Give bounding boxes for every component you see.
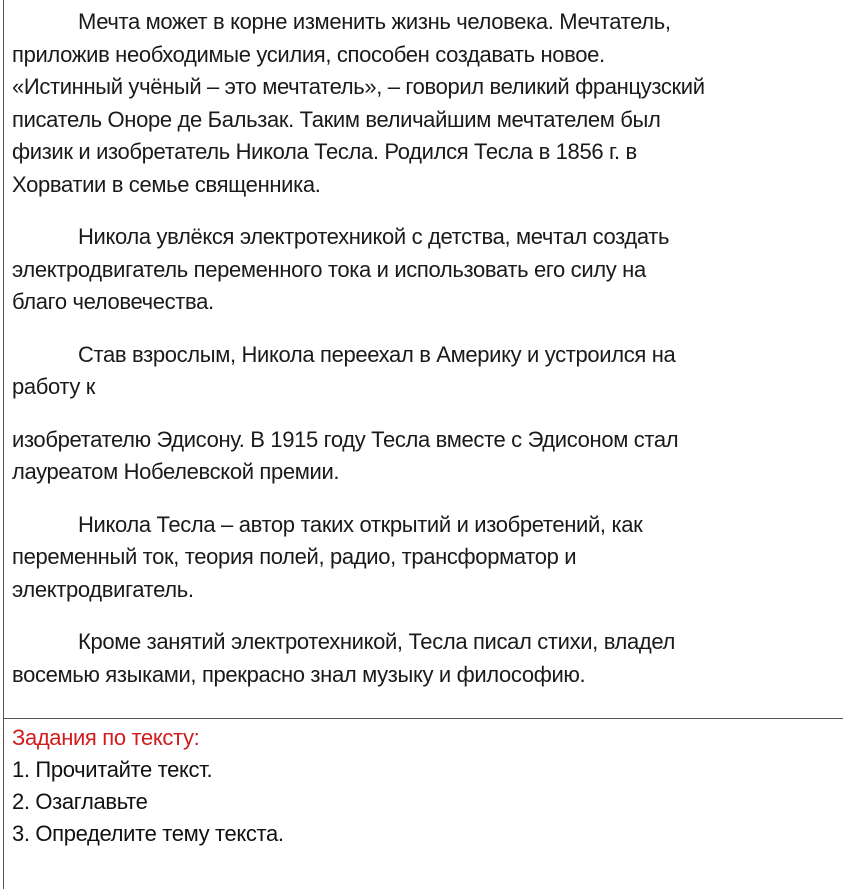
reading-text [12, 6, 842, 691]
text-line: восемью языками, прекрасно знал музыку и философию. [12, 661, 586, 687]
text-line: Хорватии в семье священника. [12, 171, 321, 197]
paragraph-6 [12, 626, 842, 691]
paragraph-5 [12, 509, 842, 607]
paragraph-4 [12, 424, 842, 489]
text-line: Став взрослым, Никола переехал в Америку и устроился на [78, 341, 676, 367]
text-line: электродвигатель переменного тока и использовать его силу на [12, 256, 646, 282]
task-item: 2. Озаглавьте [12, 789, 148, 814]
paragraph-1 [12, 6, 842, 201]
text-line: Мечта может в корне изменить жизнь человека. Мечтатель, [78, 9, 671, 34]
text-line: «Истинный учёный – это мечтатель», – говорил великий французский [12, 74, 705, 99]
task-item: 3. Определите тему текста. [12, 821, 284, 846]
text-line: писатель Оноре де Бальзак. Таким величайшим мечтателем был [12, 106, 661, 132]
text-line: электродвигатель. [12, 576, 194, 602]
tasks-section [12, 722, 832, 850]
paragraph-2 [12, 221, 842, 319]
text-line: изобретателю Эдисону. В 1915 году Тесла вместе с Эдисоном стал [12, 426, 679, 452]
text-line: благо человечества. [12, 289, 214, 314]
text-line: Кроме занятий электротехникой, Тесла писал стихи, владел [78, 629, 676, 654]
task-item: 1. Прочитайте текст. [12, 757, 213, 782]
text-line: физик и изобретатель Никола Тесла. Родился Тесла в 1856 г. в [12, 139, 637, 164]
tasks-title: Задания по тексту: [12, 725, 200, 750]
text-line: Никола увлёкся электротехникой с детства, мечтал создать [78, 224, 670, 249]
text-line: Никола Тесла – автор таких открытий и изобретений, как [78, 511, 643, 537]
text-line: лауреатом Нобелевской премии. [12, 459, 340, 484]
paragraph-3 [12, 339, 842, 404]
text-line: приложив необходимые усилия, способен создавать новое. [12, 41, 605, 67]
text-line: переменный ток, теория полей, радио, трансформатор и [12, 544, 577, 569]
text-line: работу к [12, 374, 96, 399]
section-divider [3, 718, 843, 719]
